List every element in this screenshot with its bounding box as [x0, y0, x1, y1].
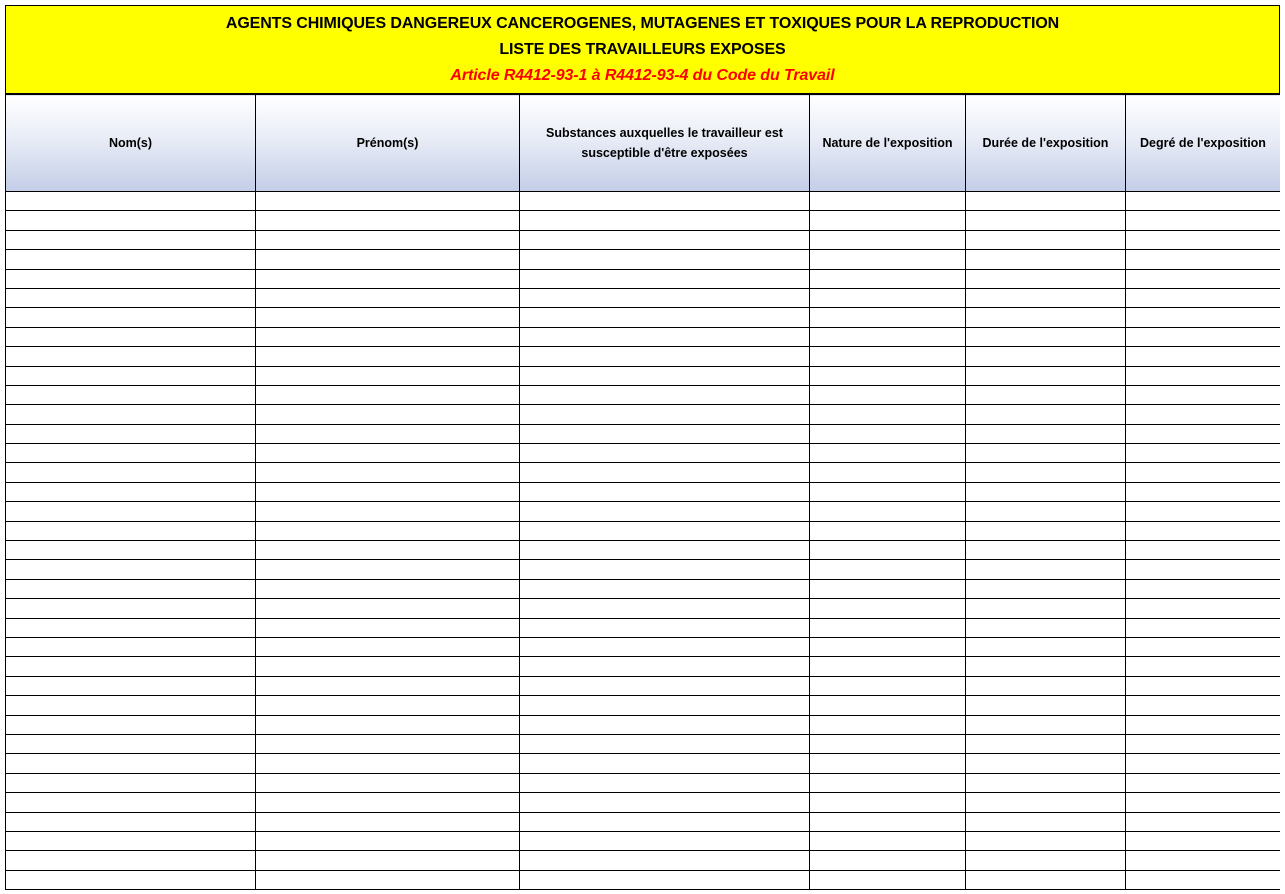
- table-cell[interactable]: [966, 773, 1126, 792]
- table-cell[interactable]: [810, 424, 966, 443]
- table-cell[interactable]: [6, 482, 256, 501]
- table-cell[interactable]: [256, 657, 520, 676]
- table-cell[interactable]: [810, 599, 966, 618]
- table-cell[interactable]: [966, 269, 1126, 288]
- table-cell[interactable]: [256, 444, 520, 463]
- table-cell[interactable]: [6, 424, 256, 443]
- table-row: [6, 269, 1281, 288]
- table-cell[interactable]: [520, 579, 810, 598]
- table-cell[interactable]: [520, 521, 810, 540]
- table-row: [6, 327, 1281, 346]
- table-cell[interactable]: [6, 385, 256, 404]
- table-cell[interactable]: [810, 637, 966, 656]
- table-cell[interactable]: [256, 599, 520, 618]
- column-header-nature: Nature de l'exposition: [810, 95, 966, 192]
- table-cell[interactable]: [6, 250, 256, 269]
- table-cell[interactable]: [6, 599, 256, 618]
- table-cell[interactable]: [520, 754, 810, 773]
- table-cell[interactable]: [1126, 637, 1281, 656]
- table-cell[interactable]: [966, 599, 1126, 618]
- table-cell[interactable]: [810, 812, 966, 831]
- table-cell[interactable]: [1126, 347, 1281, 366]
- table-row: [6, 734, 1281, 753]
- table-cell[interactable]: [520, 347, 810, 366]
- table-cell[interactable]: [1126, 424, 1281, 443]
- table-cell[interactable]: [966, 250, 1126, 269]
- table-cell[interactable]: [966, 482, 1126, 501]
- table-row: [6, 463, 1281, 482]
- table-cell[interactable]: [810, 521, 966, 540]
- table-cell[interactable]: [810, 211, 966, 230]
- table-row: [6, 541, 1281, 560]
- table-cell[interactable]: [1126, 812, 1281, 831]
- table-cell[interactable]: [810, 870, 966, 889]
- table-cell[interactable]: [1126, 463, 1281, 482]
- table-row: [6, 405, 1281, 424]
- table-cell[interactable]: [810, 696, 966, 715]
- table-cell[interactable]: [256, 541, 520, 560]
- table-row: [6, 560, 1281, 579]
- table-cell[interactable]: [256, 347, 520, 366]
- table-cell[interactable]: [520, 230, 810, 249]
- table-cell[interactable]: [520, 366, 810, 385]
- table-cell[interactable]: [966, 831, 1126, 850]
- table-cell[interactable]: [520, 269, 810, 288]
- table-cell[interactable]: [520, 405, 810, 424]
- table-cell[interactable]: [6, 560, 256, 579]
- table-cell[interactable]: [1126, 444, 1281, 463]
- table-cell[interactable]: [6, 211, 256, 230]
- table-row: [6, 715, 1281, 734]
- table-cell[interactable]: [966, 560, 1126, 579]
- table-row: [6, 482, 1281, 501]
- table-cell[interactable]: [520, 870, 810, 889]
- table-cell[interactable]: [966, 541, 1126, 560]
- table-cell[interactable]: [966, 754, 1126, 773]
- table-cell[interactable]: [520, 385, 810, 404]
- table-cell[interactable]: [256, 366, 520, 385]
- table-cell[interactable]: [810, 715, 966, 734]
- table-cell[interactable]: [966, 812, 1126, 831]
- table-cell[interactable]: [6, 347, 256, 366]
- table-cell[interactable]: [256, 463, 520, 482]
- table-row: [6, 851, 1281, 870]
- table-cell[interactable]: [6, 230, 256, 249]
- table-cell[interactable]: [810, 347, 966, 366]
- table-cell[interactable]: [520, 831, 810, 850]
- table-cell[interactable]: [966, 793, 1126, 812]
- column-header-degre: Degré de l'exposition: [1126, 95, 1281, 192]
- table-cell[interactable]: [1126, 793, 1281, 812]
- table-cell[interactable]: [1126, 192, 1281, 211]
- table-cell[interactable]: [966, 405, 1126, 424]
- table-cell[interactable]: [256, 676, 520, 695]
- table-cell[interactable]: [520, 696, 810, 715]
- table-cell[interactable]: [6, 269, 256, 288]
- table-cell[interactable]: [256, 308, 520, 327]
- table-cell[interactable]: [810, 250, 966, 269]
- table-row: [6, 657, 1281, 676]
- table-cell[interactable]: [966, 230, 1126, 249]
- table-cell[interactable]: [256, 560, 520, 579]
- table-cell[interactable]: [810, 734, 966, 753]
- table-cell[interactable]: [6, 851, 256, 870]
- table-row: [6, 347, 1281, 366]
- table-cell[interactable]: [6, 812, 256, 831]
- table-cell[interactable]: [810, 851, 966, 870]
- table-cell[interactable]: [966, 734, 1126, 753]
- table-cell[interactable]: [256, 812, 520, 831]
- table-cell[interactable]: [256, 696, 520, 715]
- table-cell[interactable]: [520, 211, 810, 230]
- table-cell[interactable]: [6, 676, 256, 695]
- table-row: [6, 230, 1281, 249]
- table-cell[interactable]: [966, 327, 1126, 346]
- table-cell[interactable]: [810, 676, 966, 695]
- table-row: [6, 521, 1281, 540]
- table-cell[interactable]: [520, 715, 810, 734]
- table-row: [6, 773, 1281, 792]
- table-cell[interactable]: [6, 657, 256, 676]
- table-cell[interactable]: [1126, 385, 1281, 404]
- table-row: [6, 870, 1281, 889]
- column-header-row: [6, 95, 1281, 192]
- table-cell[interactable]: [256, 192, 520, 211]
- table-cell[interactable]: [6, 288, 256, 307]
- table-row: [6, 696, 1281, 715]
- table-cell[interactable]: [810, 405, 966, 424]
- table-row: [6, 637, 1281, 656]
- table-cell[interactable]: [256, 250, 520, 269]
- table-cell[interactable]: [966, 308, 1126, 327]
- table-cell[interactable]: [1126, 308, 1281, 327]
- table-row: [6, 444, 1281, 463]
- column-header-prenom: Prénom(s): [256, 95, 520, 192]
- table-cell[interactable]: [6, 773, 256, 792]
- table-cell[interactable]: [1126, 715, 1281, 734]
- table-cell[interactable]: [256, 269, 520, 288]
- table-cell[interactable]: [810, 831, 966, 850]
- table-cell[interactable]: [1126, 599, 1281, 618]
- table-cell[interactable]: [6, 366, 256, 385]
- table-cell[interactable]: [1126, 851, 1281, 870]
- table-cell[interactable]: [520, 560, 810, 579]
- table-cell[interactable]: [520, 618, 810, 637]
- table-cell[interactable]: [6, 831, 256, 850]
- table-cell[interactable]: [520, 327, 810, 346]
- table-cell[interactable]: [1126, 541, 1281, 560]
- table-cell[interactable]: [520, 657, 810, 676]
- table-cell[interactable]: [256, 502, 520, 521]
- table-cell[interactable]: [810, 754, 966, 773]
- table-cell[interactable]: [810, 385, 966, 404]
- table-cell[interactable]: [6, 870, 256, 889]
- table-cell[interactable]: [6, 502, 256, 521]
- table-cell[interactable]: [6, 637, 256, 656]
- table-cell[interactable]: [966, 385, 1126, 404]
- table-cell[interactable]: [256, 424, 520, 443]
- table-cell[interactable]: [520, 463, 810, 482]
- table-cell[interactable]: [966, 579, 1126, 598]
- table-cell[interactable]: [1126, 405, 1281, 424]
- table-cell[interactable]: [1126, 754, 1281, 773]
- table-cell[interactable]: [966, 676, 1126, 695]
- table-cell[interactable]: [256, 230, 520, 249]
- table-cell[interactable]: [1126, 560, 1281, 579]
- table-cell[interactable]: [256, 385, 520, 404]
- table-cell[interactable]: [966, 696, 1126, 715]
- table-cell[interactable]: [966, 192, 1126, 211]
- table-cell[interactable]: [966, 870, 1126, 889]
- table-row: [6, 676, 1281, 695]
- table-cell[interactable]: [966, 288, 1126, 307]
- table-cell[interactable]: [1126, 696, 1281, 715]
- table-cell[interactable]: [256, 754, 520, 773]
- table-cell[interactable]: [520, 793, 810, 812]
- table-cell[interactable]: [520, 599, 810, 618]
- table-cell[interactable]: [966, 444, 1126, 463]
- table-cell[interactable]: [966, 657, 1126, 676]
- table-cell[interactable]: [810, 657, 966, 676]
- table-cell[interactable]: [810, 366, 966, 385]
- column-header-nom: Nom(s): [6, 95, 256, 192]
- table-cell[interactable]: [810, 444, 966, 463]
- table-cell[interactable]: [256, 793, 520, 812]
- table-row: [6, 618, 1281, 637]
- table-row: [6, 250, 1281, 269]
- table-cell[interactable]: [1126, 327, 1281, 346]
- table-cell[interactable]: [1126, 734, 1281, 753]
- table-cell[interactable]: [1126, 250, 1281, 269]
- table-row: [6, 579, 1281, 598]
- table-row: [6, 211, 1281, 230]
- table-cell[interactable]: [256, 211, 520, 230]
- table-cell[interactable]: [520, 192, 810, 211]
- table-cell[interactable]: [810, 192, 966, 211]
- table-cell[interactable]: [966, 851, 1126, 870]
- table-cell[interactable]: [520, 773, 810, 792]
- table-cell[interactable]: [1126, 831, 1281, 850]
- table-cell[interactable]: [520, 812, 810, 831]
- table-cell[interactable]: [810, 541, 966, 560]
- table-cell[interactable]: [520, 851, 810, 870]
- table-cell[interactable]: [256, 327, 520, 346]
- table-cell[interactable]: [520, 541, 810, 560]
- table-row: [6, 192, 1281, 211]
- table-cell[interactable]: [810, 269, 966, 288]
- table-cell[interactable]: [520, 288, 810, 307]
- table-cell[interactable]: [810, 502, 966, 521]
- table-cell[interactable]: [6, 734, 256, 753]
- table-cell[interactable]: [1126, 288, 1281, 307]
- table-cell[interactable]: [6, 308, 256, 327]
- table-cell[interactable]: [520, 482, 810, 501]
- table-cell[interactable]: [810, 308, 966, 327]
- table-cell[interactable]: [256, 637, 520, 656]
- table-cell[interactable]: [256, 734, 520, 753]
- table-cell[interactable]: [520, 502, 810, 521]
- table-cell[interactable]: [256, 482, 520, 501]
- table-cell[interactable]: [6, 521, 256, 540]
- table-cell[interactable]: [810, 618, 966, 637]
- table-cell[interactable]: [1126, 579, 1281, 598]
- table-row: [6, 385, 1281, 404]
- table-cell[interactable]: [6, 696, 256, 715]
- table-cell[interactable]: [1126, 502, 1281, 521]
- table-cell[interactable]: [966, 521, 1126, 540]
- table-cell[interactable]: [810, 560, 966, 579]
- table-cell[interactable]: [6, 463, 256, 482]
- table-cell[interactable]: [6, 444, 256, 463]
- table-cell[interactable]: [6, 405, 256, 424]
- table-cell[interactable]: [966, 502, 1126, 521]
- worksheet: [5, 5, 1280, 894]
- table-cell[interactable]: [1126, 870, 1281, 889]
- table-cell[interactable]: [256, 851, 520, 870]
- table-cell[interactable]: [966, 211, 1126, 230]
- table-cell[interactable]: [520, 734, 810, 753]
- table-cell[interactable]: [6, 579, 256, 598]
- legal-reference: Article R4412-93-1 à R4412-93-4 du Code du Travail: [450, 67, 835, 84]
- table-cell[interactable]: [256, 405, 520, 424]
- table-cell[interactable]: [810, 482, 966, 501]
- table-row: [6, 793, 1281, 812]
- table-cell[interactable]: [810, 288, 966, 307]
- table-cell[interactable]: [6, 793, 256, 812]
- table-cell[interactable]: [520, 676, 810, 695]
- exposed-workers-table: [5, 94, 1280, 890]
- table-cell[interactable]: [1126, 618, 1281, 637]
- table-row: [6, 502, 1281, 521]
- column-header-substances: Substances auxquelles le travailleur est susceptible d'être exposées: [520, 95, 810, 192]
- table-cell[interactable]: [6, 192, 256, 211]
- table-cell[interactable]: [6, 541, 256, 560]
- table-cell[interactable]: [256, 618, 520, 637]
- table-cell[interactable]: [520, 424, 810, 443]
- document-title: AGENTS CHIMIQUES DANGEREUX CANCEROGENES, MUTAGENES ET TOXIQUES POUR LA REPRODUCTION: [225, 15, 1060, 32]
- table-cell[interactable]: [1126, 366, 1281, 385]
- table-row: [6, 308, 1281, 327]
- table-cell[interactable]: [256, 715, 520, 734]
- table-cell[interactable]: [520, 308, 810, 327]
- table-cell[interactable]: [810, 793, 966, 812]
- table-cell[interactable]: [6, 327, 256, 346]
- table-cell[interactable]: [966, 715, 1126, 734]
- table-cell[interactable]: [256, 288, 520, 307]
- table-cell[interactable]: [1126, 773, 1281, 792]
- table-cell[interactable]: [1126, 676, 1281, 695]
- table-cell[interactable]: [1126, 482, 1281, 501]
- table-cell[interactable]: [966, 424, 1126, 443]
- table-cell[interactable]: [1126, 230, 1281, 249]
- table-cell[interactable]: [966, 618, 1126, 637]
- table-cell[interactable]: [810, 327, 966, 346]
- title-block: [5, 5, 1280, 94]
- table-cell[interactable]: [256, 831, 520, 850]
- table-cell[interactable]: [1126, 521, 1281, 540]
- table-cell[interactable]: [1126, 269, 1281, 288]
- table-cell[interactable]: [6, 618, 256, 637]
- table-cell[interactable]: [810, 579, 966, 598]
- table-cell[interactable]: [966, 347, 1126, 366]
- table-cell[interactable]: [256, 870, 520, 889]
- table-row: [6, 599, 1281, 618]
- table-cell[interactable]: [256, 773, 520, 792]
- table-cell[interactable]: [6, 715, 256, 734]
- table-cell[interactable]: [810, 230, 966, 249]
- table-cell[interactable]: [6, 754, 256, 773]
- table-row: [6, 366, 1281, 385]
- table-row: [6, 288, 1281, 307]
- table-body: [6, 192, 1281, 890]
- table-cell[interactable]: [1126, 657, 1281, 676]
- table-cell[interactable]: [810, 773, 966, 792]
- table-cell[interactable]: [966, 637, 1126, 656]
- document-subtitle: LISTE DES TRAVAILLEURS EXPOSES: [499, 41, 786, 58]
- table-row: [6, 754, 1281, 773]
- column-header-duree: Durée de l'exposition: [966, 95, 1126, 192]
- table-cell[interactable]: [520, 250, 810, 269]
- table-row: [6, 831, 1281, 850]
- table-cell[interactable]: [966, 463, 1126, 482]
- table-cell[interactable]: [966, 366, 1126, 385]
- table-cell[interactable]: [810, 463, 966, 482]
- table-cell[interactable]: [520, 637, 810, 656]
- table-cell[interactable]: [520, 444, 810, 463]
- table-cell[interactable]: [256, 579, 520, 598]
- table-row: [6, 812, 1281, 831]
- table-cell[interactable]: [1126, 211, 1281, 230]
- table-row: [6, 424, 1281, 443]
- table-cell[interactable]: [256, 521, 520, 540]
